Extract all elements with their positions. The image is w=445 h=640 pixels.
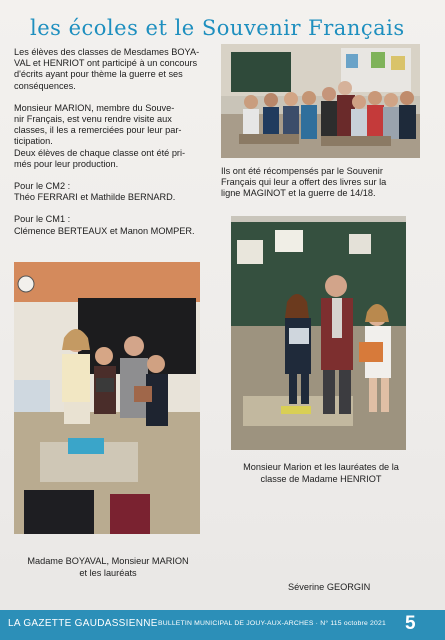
intro-paragraph: Les élèves des classes de Mesdames BOYA- VAL et HENRIOT ont participé à un concours d'écrits ayant pour thème la guerre et ses conséquences.: [14, 47, 200, 91]
footer-brand: LA GAZETTE GAUDASSIENNE: [8, 618, 158, 629]
class-group-photo: [221, 44, 420, 158]
right-text-column: [221, 166, 421, 200]
right-photo-caption: [221, 462, 421, 485]
cm2-names: Théo FERRARI et Mathilde BERNARD.: [14, 192, 176, 203]
henriot-laureates-photo: [231, 216, 406, 450]
left-photo-caption: [10, 556, 206, 579]
page-number: 5: [405, 613, 416, 634]
cm1-label: Pour le CM1 :: [14, 214, 71, 225]
left-text-column: [14, 47, 219, 237]
footer-band: [0, 610, 445, 640]
cm1-names: Clémence BERTEAUX et Manon MOMPER.: [14, 225, 195, 236]
visit-paragraph: Monsieur MARION, membre du Souve- nir Français, est venu rendre visite aux classes, il les a remerciées pour leur par- ticipation. Deux élèves de chaque classe ont été pri- més pour leur production.: [14, 102, 186, 169]
left-photo-caption-text: Madame BOYAVAL, Monsieur MARION et les lauréats: [27, 556, 189, 578]
footer-subtitle: BULLETIN MUNICIPAL DE JOUY-AUX-ARCHES · N° 115 octobre 2021: [158, 620, 386, 627]
cm2-label: Pour le CM2 :: [14, 181, 71, 192]
award-paragraph: Ils ont été récompensés par le Souvenir Français qui leur a offert des livres sur la ligne MAGINOT et la guerre de 14/18.: [221, 166, 387, 199]
boyaval-laureates-photo: [14, 262, 200, 534]
right-photo-caption-text: Monsieur Marion et les lauréates de la classe de Madame HENRIOT: [243, 462, 399, 484]
author-signature: Séverine GEORGIN: [288, 582, 371, 592]
page-title: les écoles et le Souvenir Français: [30, 16, 405, 40]
